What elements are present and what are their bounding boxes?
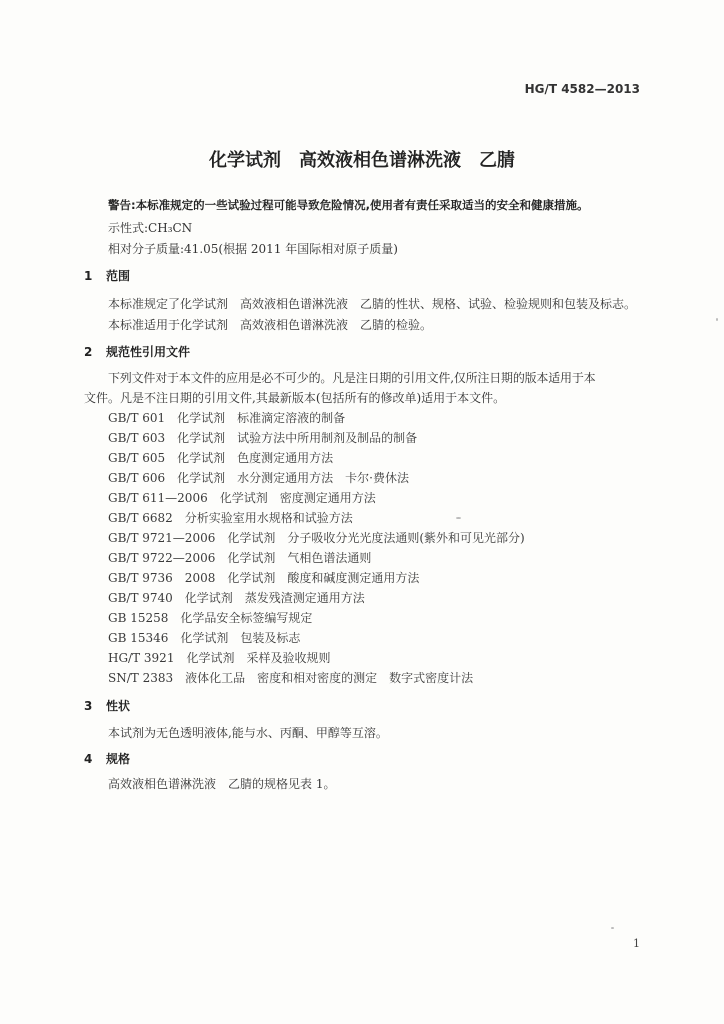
section-heading-specifications — [84, 750, 130, 767]
reference-item: GB 15258 化学品安全标签编写规定 — [108, 611, 313, 625]
scope-line: 本标准适用于化学试剂 高效液相色谱淋洗液 乙腈的检验。 — [108, 318, 433, 332]
reference-item: GB/T 601 化学试剂 标准滴定溶液的制备 — [108, 411, 346, 425]
section-heading-normative-references — [84, 343, 190, 360]
references-intro-line: 下列文件对于本文件的应用是必不可少的。凡是注日期的引用文件,仅所注日期的版本适用于本 — [108, 371, 596, 385]
section-number: 1 — [84, 269, 93, 283]
reference-item: SN/T 2383 液体化工品 密度和相对密度的测定 数字式密度计法 — [108, 671, 474, 685]
properties-line: 本试剂为无色透明液体,能与水、丙酮、甲醇等互溶。 — [108, 726, 388, 740]
section-heading-scope — [84, 267, 130, 284]
scan-speck — [456, 517, 461, 519]
page-title: 化学试剂 高效液相色谱淋洗液 乙腈 — [209, 150, 515, 171]
scope-line: 本标准规定了化学试剂 高效液相色谱淋洗液 乙腈的性状、规格、试验、检验规则和包装及标志。 — [108, 297, 637, 311]
reference-item: GB 15346 化学试剂 包装及标志 — [108, 631, 301, 645]
specifications-line: 高效液相色谱淋洗液 乙腈的规格见表 1。 — [108, 777, 336, 791]
page-number: 1 — [633, 937, 640, 950]
section-number: 3 — [84, 699, 93, 713]
section-number: 2 — [84, 345, 93, 359]
section-heading-properties — [84, 697, 130, 714]
reference-item: GB/T 9740 化学试剂 蒸发残渣测定通用方法 — [108, 591, 365, 605]
section-title: 性状 — [106, 699, 131, 713]
warning-text: 警告:本标准规定的一些试验过程可能导致危险情况,使用者有责任采取适当的安全和健康措施。 — [108, 198, 589, 212]
standard-code: HG/T 4582—2013 — [524, 82, 640, 96]
formula-text: 示性式:CH₃CN — [108, 221, 193, 235]
reference-item: GB/T 9736 2008 化学试剂 酸度和碱度测定通用方法 — [108, 571, 420, 585]
scan-speck — [611, 927, 614, 929]
reference-item: GB/T 9721—2006 化学试剂 分子吸收分光光度法通则(紫外和可见光部分) — [108, 531, 525, 545]
section-title: 规范性引用文件 — [106, 345, 191, 359]
section-number: 4 — [84, 752, 93, 766]
section-title: 规格 — [106, 752, 131, 766]
reference-item: GB/T 605 化学试剂 色度测定通用方法 — [108, 451, 334, 465]
reference-item: GB/T 9722—2006 化学试剂 气相色谱法通则 — [108, 551, 372, 565]
reference-item: HG/T 3921 化学试剂 采样及验收规则 — [108, 651, 331, 665]
references-intro-line: 文件。凡是不注日期的引用文件,其最新版本(包括所有的修改单)适用于本文件。 — [84, 391, 506, 405]
reference-item: GB/T 6682 分析实验室用水规格和试验方法 — [108, 511, 353, 525]
reference-item: GB/T 606 化学试剂 水分测定通用方法 卡尔·费休法 — [108, 471, 409, 485]
reference-item: GB/T 611—2006 化学试剂 密度测定通用方法 — [108, 491, 376, 505]
molecular-mass-text: 相对分子质量:41.05(根据 2011 年国际相对原子质量) — [108, 242, 398, 256]
section-title: 范围 — [106, 269, 131, 283]
reference-item: GB/T 603 化学试剂 试验方法中所用制剂及制品的制备 — [108, 431, 418, 445]
scan-speck — [716, 318, 718, 321]
